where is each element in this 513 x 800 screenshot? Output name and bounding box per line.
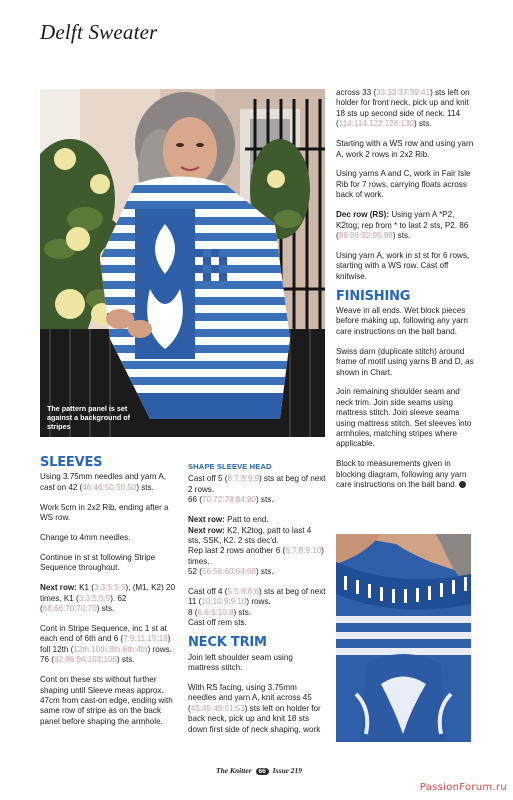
sleeves-paragraph: Cont on these sts without further shaping until Sleeve meas approx. 47cm from cast-on edge, ending with same row of stripe as on the back panel before shaping the armhole. [40,675,173,726]
column-finishing [336,88,476,500]
sleeve-head-paragraph: Rep last 2 rows another 6 (6:7:8:9:10) times. 52 (56:56:60:64:68) sts. [188,546,324,577]
shape-sleeve-head-heading: SHAPE SLEEVE HEAD [188,462,272,471]
sleeves-paragraph: Using 3.75mm needles and yarn A, cast on 42 (46:46:50:50:50) sts. [40,472,166,492]
magazine-name: The Knitter [216,766,252,775]
watermark: PassionForum.ru [419,782,507,793]
page-number: 66 [256,768,269,775]
issue-number: Issue 219 [272,766,303,775]
page-title: Delft Sweater [40,20,158,44]
sleeves-paragraph: Next row: K1 (3:3:5:5:5), (M1, K2) 20 times, K1 (3:3:5:5:5). 62 (66:66:70:70:70) sts. [40,583,175,614]
column-sleeve-head [188,462,326,744]
main-photo [40,89,325,437]
sleeves-paragraph: Cont in Stripe Sequence, inc 1 st at each end of 6th and 6 (7:9:11:15:18) foll 12th (12th:10th:8th:6th:4th) rows. 76 (82:86:94:102:108) sts. [40,623,172,665]
finishing-paragraph: Swiss darn (duplicate stitch) around frame of motif using yarns B and D, as shown in Chart. [336,346,474,377]
column-sleeves [40,455,180,737]
sleeve-head-paragraph: Next row: Patt to end. [188,515,269,525]
neck-trim-paragraph: With RS facing, using 3.75mm needles and yarn A, knit across 45 (45:45:49:51:53) sts left on holder for back neck, pick up and knit 18 sts down first side of neck shaping, work [188,682,321,734]
page-footer [216,766,302,775]
neck-trim-continued: Using yarn A, work in st st for 6 rows, starting with a WS row. Cast off knitwise. [336,250,470,281]
sleeves-paragraph: Continue in st st following Stripe Sequence throughout. [40,552,156,573]
finishing-paragraph: Block to measurements given in blocking diagram, following any yarn care instructions on the ball band. [336,459,467,490]
neck-trim-paragraph: Join left shoulder seam using mattress stitch. [188,652,293,672]
finishing-heading: FINISHING [336,288,411,304]
finishing-paragraph: Weave in all ends. Wet block pieces before making up, following any yarn care instructions on the ball band. [336,306,468,336]
neck-trim-continued: Starting with a WS row and using yarn A, work 2 rows in 2x2 Rib. [336,139,474,159]
detail-photo [336,534,471,742]
sleeves-heading: SLEEVES [40,455,103,470]
neck-trim-heading: NECK TRIM [188,635,267,651]
neck-trim-continued: across 33 (33:33:37:39:41) sts left on holder for front neck, pick up and knit 18 sts up second side of neck. 114 (114:114:122:126:130) sts. [336,88,470,129]
sleeves-paragraph: Change to 4mm needles. [40,533,131,543]
photo-caption: The pattern panel is set against a background of stripes [47,404,131,431]
sleeve-head-paragraph: Next row: K2, K2tog, patt to last 4 sts, SSK, K2. 2 sts dec'd. [188,525,312,545]
sleeve-head-paragraph: Cast off 5 (6:7:8:9:9) sts at beg of next 2 rows. 66 (70:72:78:84:90) sts. [188,474,326,505]
neck-trim-continued: Using yarns A and C, work in Fair Isle Rib for 7 rows, carrying floats across back of work. [336,169,471,200]
end-mark-icon [459,481,466,488]
neck-trim-continued: Dec row (RS): Using yarn A *P2, K2tog; rep from * to last 2 sts, P2. 86 (86:86:92:95:98) sts. [336,210,469,240]
sleeve-head-paragraph: Cast off 4 (5:5:6:6:6) sts at beg of next 11 (10:10:9:9:10) rows. 8 (6:6:6:10:8) sts. Cast off rem sts. [188,587,326,628]
finishing-paragraph: Join remaining shoulder seam and neck trim. Join side seams using mattress stitch. Join sleeve seams using mattress stitch. Set sleeves into armholes, matching stripes where applicable. [336,387,472,449]
sleeves-paragraph: Work 5cm in 2x2 Rib, ending after a WS row. [40,502,169,523]
